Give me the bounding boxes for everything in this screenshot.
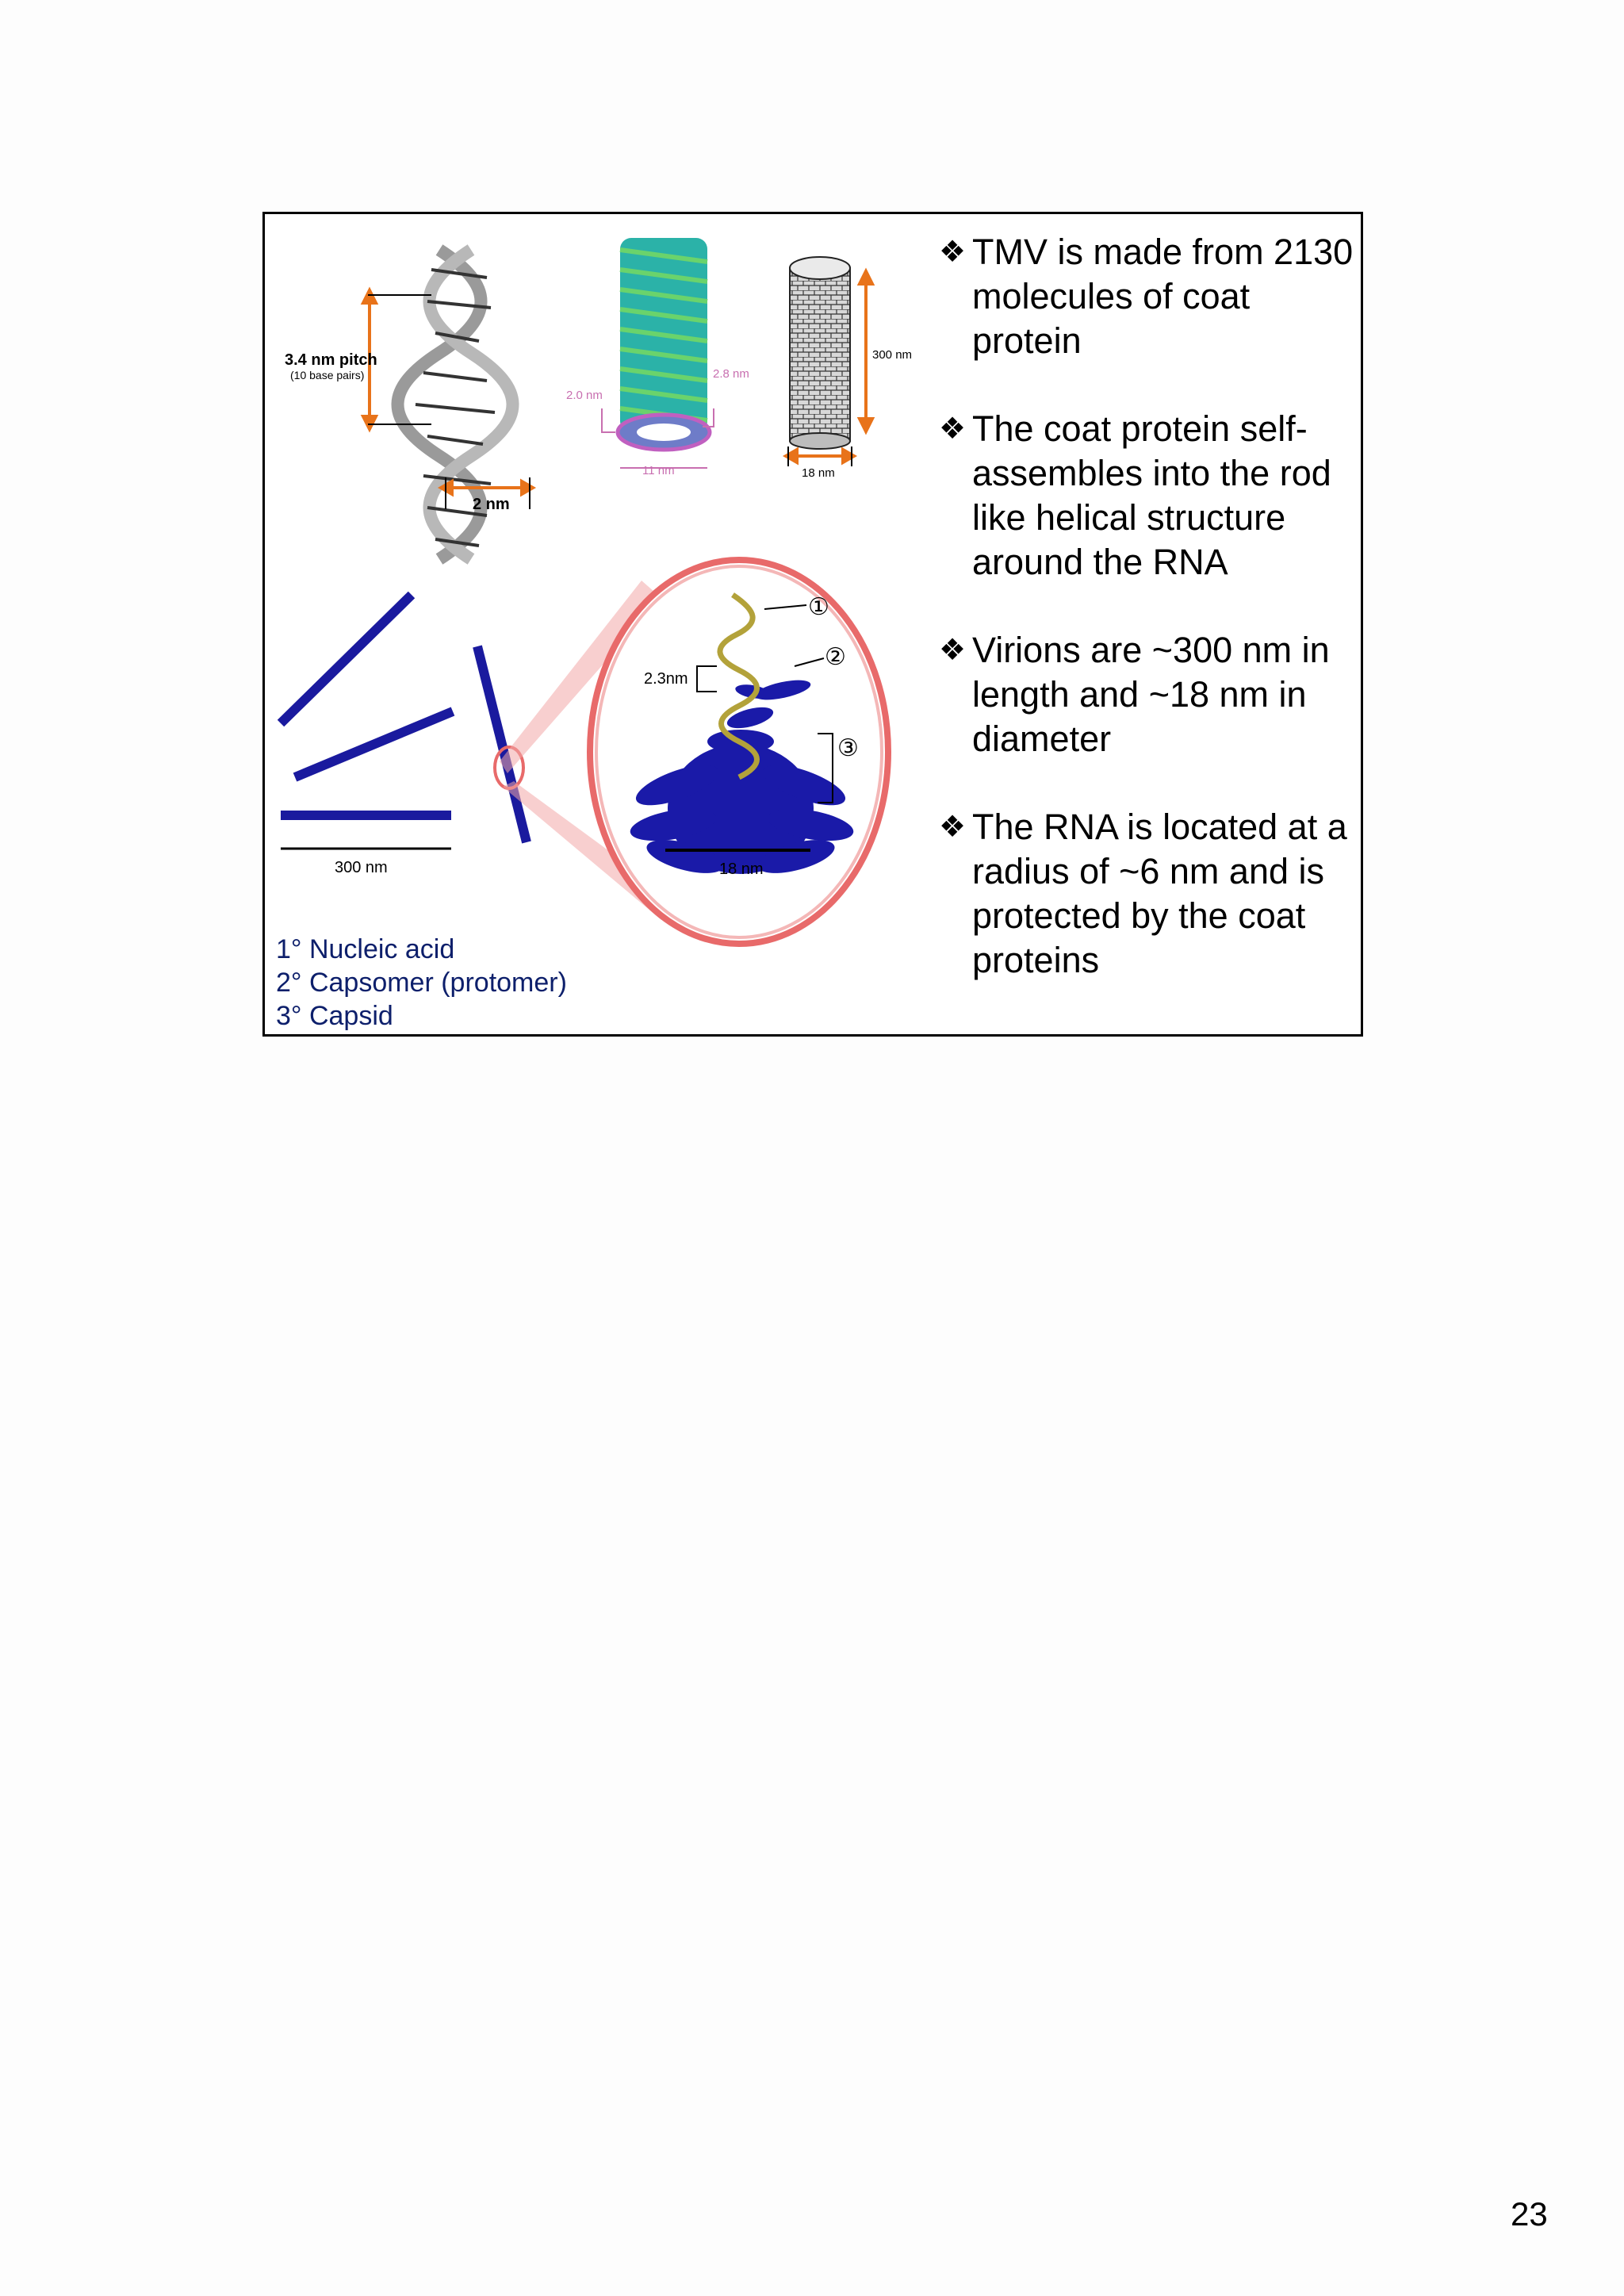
bullet-icon: ❖ bbox=[939, 811, 967, 844]
bullet-list bbox=[939, 230, 1359, 1026]
dna-pitch-sublabel: (10 base pairs) bbox=[290, 369, 365, 381]
coil-gap-label: 2.8 nm bbox=[713, 367, 749, 381]
cylinder-length-label: 300 nm bbox=[872, 348, 913, 362]
page-number: 23 bbox=[1511, 2195, 1548, 2233]
virion-rods bbox=[281, 595, 527, 842]
helical-coil-image bbox=[618, 238, 710, 450]
cylinder-length-arrow bbox=[860, 271, 872, 431]
coil-width-label: 11 nm bbox=[642, 464, 675, 477]
slide-frame bbox=[262, 212, 1363, 1037]
bullet-item bbox=[939, 805, 1359, 983]
bullet-text: The RNA is located at a radius of ~6 nm and is protected by the coat proteins bbox=[972, 807, 1347, 980]
marker-2: ② bbox=[825, 643, 846, 671]
bullet-item bbox=[939, 230, 1359, 363]
coil-height-label: 2.0 nm bbox=[566, 389, 603, 402]
legend-item-capsomer: 2° Capsomer (protomer) bbox=[276, 968, 567, 998]
legend-item-capsid: 3° Capsid bbox=[276, 1001, 393, 1031]
bullet-text: TMV is made from 2130 molecules of coat protein bbox=[972, 232, 1354, 361]
marker-1: ① bbox=[808, 593, 829, 621]
marker-3: ③ bbox=[837, 734, 859, 762]
bullet-item bbox=[939, 407, 1359, 585]
bullet-icon: ❖ bbox=[939, 634, 967, 667]
legend-item-nucleic-acid: 1° Nucleic acid bbox=[276, 934, 455, 964]
zoom-scale-label: 18 nm bbox=[719, 861, 764, 878]
zoom-pitch-label: 2.3nm bbox=[644, 670, 688, 688]
structure-legend bbox=[276, 933, 567, 1033]
tmv-figure bbox=[265, 214, 923, 1034]
capsid-cylinder-image bbox=[790, 257, 850, 449]
bullet-item bbox=[939, 628, 1359, 761]
bullet-text: Virions are ~300 nm in length and ~18 nm in diameter bbox=[972, 630, 1330, 759]
rods-scale-label: 300 nm bbox=[335, 859, 388, 876]
dna-width-label: 2 nm bbox=[473, 496, 510, 513]
bullet-icon: ❖ bbox=[939, 412, 967, 446]
dna-pitch-label: 3.4 nm pitch bbox=[285, 351, 377, 369]
bullet-icon: ❖ bbox=[939, 236, 967, 269]
cylinder-diameter-label: 18 nm bbox=[802, 466, 835, 480]
bullet-text: The coat protein self-assembles into the rod like helical structure around the RNA bbox=[972, 408, 1331, 582]
